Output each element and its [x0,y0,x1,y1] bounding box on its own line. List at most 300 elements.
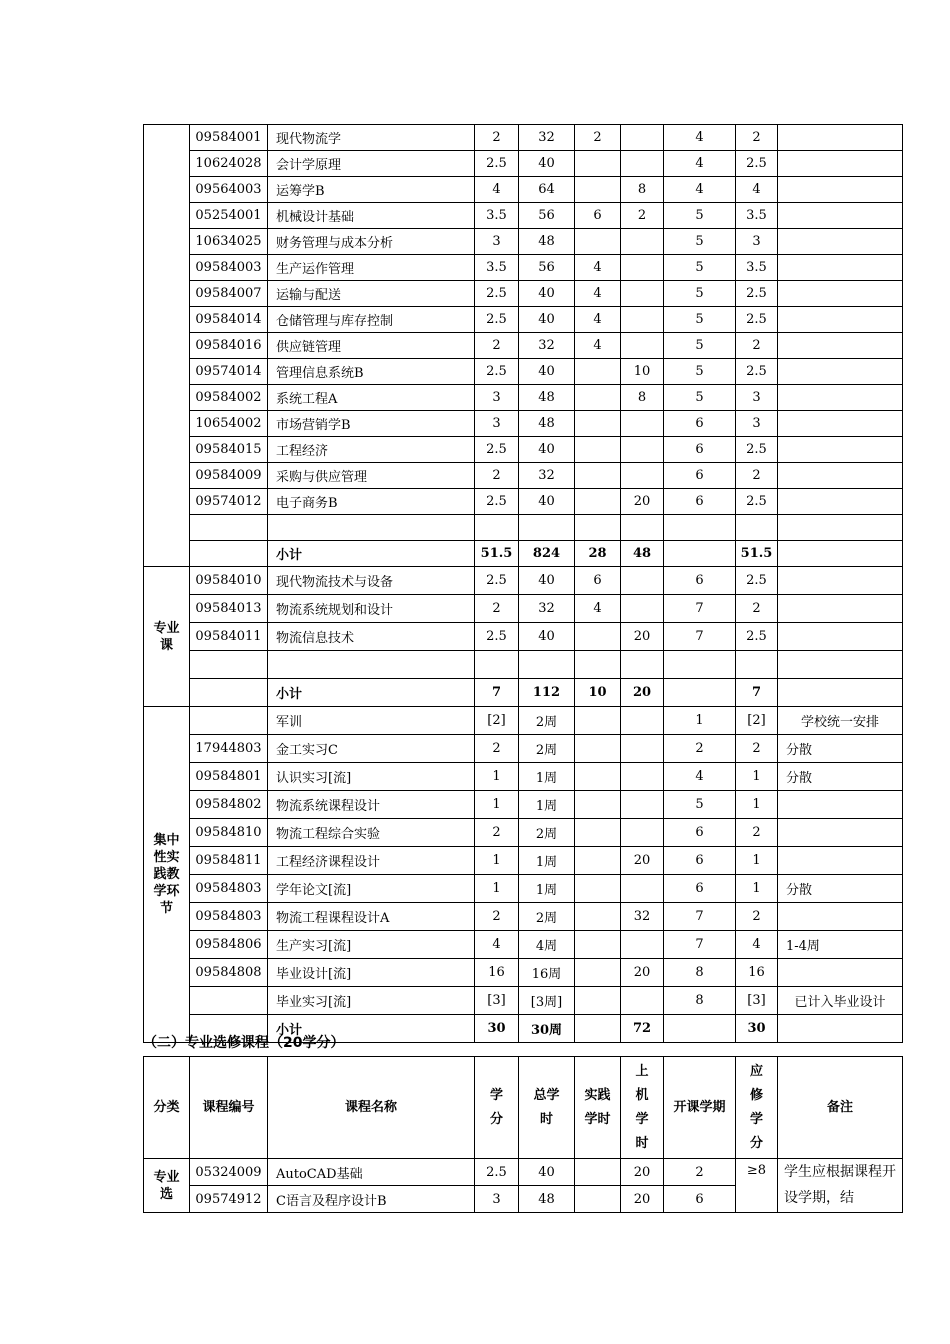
computer-hours [621,255,664,281]
credit: 2.5 [475,1159,519,1186]
subtotal-semester [664,541,736,567]
course-name: 供应链管理 [268,333,475,359]
course-code [190,541,268,567]
credit: 2.5 [475,281,519,307]
semester [664,651,736,679]
semester: 4 [664,177,736,203]
course-name [268,515,475,541]
course-name: 工程经济 [268,437,475,463]
table-row [144,763,903,791]
total-hours: 64 [519,177,575,203]
required-credit: 2.5 [736,307,778,333]
note [778,307,903,333]
required-credit: [2] [736,707,778,735]
total-hours: 40 [519,567,575,595]
course-name [268,651,475,679]
credit: 1 [475,875,519,903]
course-code: 09584803 [190,903,268,931]
computer-hours [621,707,664,735]
semester: 7 [664,931,736,959]
subtotal-label: 小计 [268,541,475,567]
semester: 5 [664,333,736,359]
semester: 5 [664,791,736,819]
semester [664,515,736,541]
computer-hours: 20 [621,847,664,875]
total-hours: 40 [519,151,575,177]
total-hours [519,515,575,541]
credit [475,515,519,541]
practice-hours: 6 [575,203,621,229]
subtotal-required: 30 [736,1015,778,1043]
header-category: 分类 [144,1057,190,1159]
semester: 6 [664,463,736,489]
total-hours: 40 [519,307,575,333]
note [778,125,903,151]
semester: 6 [664,875,736,903]
course-name: 毕业设计[流] [268,959,475,987]
course-code [190,651,268,679]
table-row [144,791,903,819]
subtotal-required: 7 [736,679,778,707]
practice-hours [575,707,621,735]
computer-hours: 8 [621,177,664,203]
subtotal-credit: 51.5 [475,541,519,567]
practice-hours [575,987,621,1015]
note [778,333,903,359]
subtotal-credit: 7 [475,679,519,707]
computer-hours [621,281,664,307]
semester: 5 [664,281,736,307]
total-hours: 48 [519,385,575,411]
course-name: 仓储管理与库存控制 [268,307,475,333]
credit: 2 [475,819,519,847]
practice-hours [575,385,621,411]
total-hours: 48 [519,1186,575,1213]
required-credit: 1 [736,763,778,791]
computer-hours [621,595,664,623]
semester: 7 [664,903,736,931]
practice-hours [575,1186,621,1213]
category-cell: 专业课 [144,567,190,707]
course-code: 09584009 [190,463,268,489]
subtotal-required: 51.5 [736,541,778,567]
course-name: 系统工程A [268,385,475,411]
practice-hours: 4 [575,281,621,307]
computer-hours: 20 [621,623,664,651]
table-row [144,847,903,875]
table-row [144,707,903,735]
credit: 1 [475,791,519,819]
total-hours: [3周] [519,987,575,1015]
course-code [190,987,268,1015]
practice-hours [575,437,621,463]
total-hours: 40 [519,1159,575,1186]
required-credit: 3 [736,411,778,437]
subtotal-semester [664,679,736,707]
practice-hours [575,359,621,385]
table-row [144,1159,903,1186]
course-code: 09584802 [190,791,268,819]
total-hours: 1周 [519,791,575,819]
course-code: 09584002 [190,385,268,411]
total-hours: 32 [519,125,575,151]
computer-hours [621,463,664,489]
total-hours: 40 [519,281,575,307]
header-hours: 总学时 [519,1057,575,1159]
course-code [190,679,268,707]
practice-hours [575,959,621,987]
header-semester: 开课学期 [664,1057,736,1159]
required-credit: 2 [736,463,778,489]
note [778,651,903,679]
note: 1-4周 [778,931,903,959]
subtotal-practice: 10 [575,679,621,707]
course-name: 物流系统课程设计 [268,791,475,819]
subtotal-label: 小计 [268,679,475,707]
practice-hours [575,151,621,177]
credit: [2] [475,707,519,735]
note [778,437,903,463]
header-code: 课程编号 [190,1057,268,1159]
course-name: 生产运作管理 [268,255,475,281]
computer-hours [621,735,664,763]
computer-hours [621,651,664,679]
required-credit: 4 [736,177,778,203]
course-code: 05254001 [190,203,268,229]
table-row [144,125,903,151]
credit: 2.5 [475,489,519,515]
practice-hours [575,903,621,931]
course-name: 电子商务B [268,489,475,515]
semester: 2 [664,735,736,763]
computer-hours [621,229,664,255]
semester: 7 [664,595,736,623]
credit: 3 [475,229,519,255]
course-name: 现代物流学 [268,125,475,151]
total-hours: 4周 [519,931,575,959]
category-cell: 专业选 [144,1159,190,1213]
computer-hours: 2 [621,203,664,229]
table-header-row [144,1057,903,1159]
course-code: 09584001 [190,125,268,151]
required-credit: 2.5 [736,151,778,177]
table-row [144,203,903,229]
subtotal-label: 小计 [268,1015,475,1043]
computer-hours [621,411,664,437]
course-code: 09584016 [190,333,268,359]
credit: 2.5 [475,437,519,463]
course-name: 管理信息系统B [268,359,475,385]
course-name: 金工实习C [268,735,475,763]
computer-hours [621,567,664,595]
note: 分散 [778,875,903,903]
note [778,1015,903,1043]
table-row [144,281,903,307]
subtotal-credit: 30 [475,1015,519,1043]
table-row [144,177,903,203]
course-name: 学年论文[流] [268,875,475,903]
credit: 2 [475,463,519,489]
credit: 3.5 [475,255,519,281]
practice-hours: 6 [575,567,621,595]
total-hours: 40 [519,489,575,515]
semester: 4 [664,763,736,791]
table-row [144,623,903,651]
note [778,489,903,515]
computer-hours: 20 [621,489,664,515]
required-credit: 2 [736,333,778,359]
semester: 5 [664,385,736,411]
course-code: 09574912 [190,1186,268,1213]
credit: 3 [475,411,519,437]
subtotal-hours: 30周 [519,1015,575,1043]
required-credit: 2.5 [736,567,778,595]
table-row [144,959,903,987]
total-hours: 32 [519,595,575,623]
course-code: 09584806 [190,931,268,959]
practice-hours: 2 [575,125,621,151]
semester: 5 [664,203,736,229]
credit: 3 [475,1186,519,1213]
subtotal-hours: 824 [519,541,575,567]
practice-hours [575,931,621,959]
credit: 2 [475,333,519,359]
total-hours: 48 [519,411,575,437]
credit: 1 [475,763,519,791]
computer-hours: 8 [621,385,664,411]
credit: 2 [475,125,519,151]
computer-hours [621,791,664,819]
practice-hours: 4 [575,255,621,281]
total-hours: 1周 [519,847,575,875]
computer-hours: 20 [621,1159,664,1186]
credit: [3] [475,987,519,1015]
practice-hours [575,411,621,437]
header-note: 备注 [778,1057,903,1159]
semester: 5 [664,307,736,333]
practice-hours: 4 [575,307,621,333]
table-row [144,651,903,679]
course-name: 物流工程课程设计A [268,903,475,931]
subtotal-computer: 72 [621,1015,664,1043]
required-credit [736,515,778,541]
total-hours: 2周 [519,707,575,735]
required-credit: 3.5 [736,255,778,281]
semester: 6 [664,437,736,463]
semester: 7 [664,623,736,651]
semester: 8 [664,959,736,987]
table-row [144,595,903,623]
required-credit: 2.5 [736,359,778,385]
table-row [144,151,903,177]
required-credit: 2.5 [736,623,778,651]
required-credit: 1 [736,875,778,903]
practice-hours [575,847,621,875]
required-credit: 3 [736,385,778,411]
practice-hours: 4 [575,333,621,359]
note [778,567,903,595]
course-name: 现代物流技术与设备 [268,567,475,595]
course-code: 09574012 [190,489,268,515]
credit: 2.5 [475,359,519,385]
course-code: 09584808 [190,959,268,987]
note: 分散 [778,763,903,791]
course-name: 采购与供应管理 [268,463,475,489]
total-hours: 48 [519,229,575,255]
course-code: 10654002 [190,411,268,437]
note [778,177,903,203]
semester: 6 [664,489,736,515]
required-credit: 2 [736,595,778,623]
course-name: C语言及程序设计B [268,1186,475,1213]
total-hours [519,651,575,679]
credit: 2.5 [475,623,519,651]
note [778,515,903,541]
credit: 2.5 [475,151,519,177]
note [778,281,903,307]
course-code [190,515,268,541]
subtotal-hours: 112 [519,679,575,707]
course-code: 09584801 [190,763,268,791]
computer-hours: 32 [621,903,664,931]
table-row [144,385,903,411]
note: 学校统一安排 [778,707,903,735]
table-row [144,931,903,959]
required-credit: 2 [736,125,778,151]
required-credit: 2 [736,903,778,931]
course-code: 10634025 [190,229,268,255]
total-hours: 40 [519,623,575,651]
total-hours: 32 [519,333,575,359]
total-hours: 2周 [519,903,575,931]
credit: 3.5 [475,203,519,229]
computer-hours [621,307,664,333]
computer-hours [621,333,664,359]
semester: 6 [664,411,736,437]
course-name: 市场营销学B [268,411,475,437]
semester: 5 [664,359,736,385]
semester: 6 [664,567,736,595]
table-row [144,411,903,437]
semester: 5 [664,229,736,255]
total-hours: 56 [519,203,575,229]
category-cell: 集中性实践教学环节 [144,707,190,1043]
table-row [144,437,903,463]
course-name: 物流信息技术 [268,623,475,651]
computer-hours: 20 [621,959,664,987]
computer-hours: 20 [621,1186,664,1213]
course-name: 生产实习[流] [268,931,475,959]
computer-hours [621,515,664,541]
section-heading-elective: （二）专业选修课程（20学分） [143,1035,345,1051]
required-credit: 2.5 [736,281,778,307]
practice-hours [575,177,621,203]
practice-hours [575,229,621,255]
total-hours: 2周 [519,735,575,763]
note [778,847,903,875]
course-code: 09584007 [190,281,268,307]
subtotal-computer: 48 [621,541,664,567]
note [778,623,903,651]
practice-hours [575,489,621,515]
note [778,679,903,707]
semester: 4 [664,151,736,177]
course-code: 10624028 [190,151,268,177]
required-credit: 2.5 [736,437,778,463]
total-hours: 1周 [519,763,575,791]
required-credit: [3] [736,987,778,1015]
required-credit: 3.5 [736,203,778,229]
table-row [144,489,903,515]
semester: 1 [664,707,736,735]
semester: 6 [664,819,736,847]
note [778,541,903,567]
practice-hours [575,623,621,651]
table-row [144,987,903,1015]
credit: 2.5 [475,307,519,333]
credit [475,651,519,679]
note [778,151,903,177]
table-row [144,333,903,359]
required-credit: 4 [736,931,778,959]
course-name: 认识实习[流] [268,763,475,791]
semester: 5 [664,255,736,281]
table-row [144,875,903,903]
total-hours: 40 [519,359,575,385]
computer-hours [621,819,664,847]
note: 已计入毕业设计 [778,987,903,1015]
required-credit: 3 [736,229,778,255]
table-row [144,903,903,931]
course-name: 物流系统规划和设计 [268,595,475,623]
credit: 2 [475,595,519,623]
credit: 4 [475,177,519,203]
credit: 4 [475,931,519,959]
note [778,411,903,437]
note [778,595,903,623]
note [778,959,903,987]
computer-hours [621,151,664,177]
course-name: 运筹学B [268,177,475,203]
course-name: 运输与配送 [268,281,475,307]
computer-hours [621,763,664,791]
course-code: 09564003 [190,177,268,203]
course-code: 09584011 [190,623,268,651]
computer-hours [621,931,664,959]
computer-hours [621,987,664,1015]
subtotal-practice [575,1015,621,1043]
elective-course-table [143,1056,903,1213]
practice-hours [575,651,621,679]
table-row [144,307,903,333]
practice-hours: 4 [575,595,621,623]
note [778,903,903,931]
table-row [144,735,903,763]
note [778,359,903,385]
computer-hours: 10 [621,359,664,385]
subtotal-row [144,679,903,707]
course-name: 军训 [268,707,475,735]
practice-hours [575,1159,621,1186]
credit: 2 [475,903,519,931]
header-computer: 上机学时 [621,1057,664,1159]
course-name: 机械设计基础 [268,203,475,229]
table-row [144,515,903,541]
note: 分散 [778,735,903,763]
course-code: 09584010 [190,567,268,595]
note [778,255,903,281]
practice-hours [575,763,621,791]
